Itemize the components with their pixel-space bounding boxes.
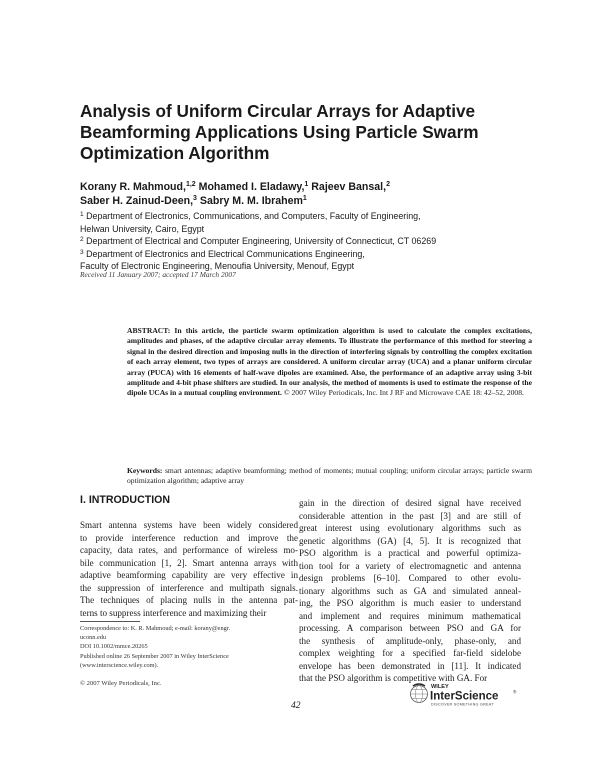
bottom-copyright: © 2007 Wiley Periodicals, Inc. [80,680,162,687]
footnote [80,624,300,670]
text-line: PSO algorithm is a practical and powerful optimiza- [299,548,521,558]
abstract-body: ABSTRACT: In this article, the particle swarm optimization algorithm is used to calculate the complex excitations, amplitudes and phases, of the adaptive circular array elements. To illustrate the performance of this method for steering a signal in the desired direction and imposing nulls in the direction of interfering signals by controlling the complex excitation of each array element, two types of arrays are considered. A uniform circular array (UCA) and a planar uniform circular array (PUCA) with 16 elements of half-wave dipoles are examined. Also, the performance of an adaptive array using 3-bit amplitude and 4-bit phase shifters are studied. In our analysis, the method of moments is used to estimate the response of the dipole UCAs in a mutual coupling environment. [127,326,532,398]
wiley-interscience-logo [410,680,522,708]
left-column [80,519,298,619]
text-line: capacity, data rates, and performance of wireless mo- [80,545,298,555]
text-line: Smart antenna systems have been widely considered [80,520,298,530]
abstract [127,326,532,399]
text-line: design problems [6–10]. Compared to other evolu- [299,573,521,583]
author-affil-mark: 1 [304,181,309,188]
logo-tagline: DISCOVER SOMETHING GREAT [431,702,494,707]
paper-title [80,101,550,164]
affiliation-mark: 2 [80,236,84,244]
author-line [80,180,390,194]
author-list [80,180,390,208]
footnote-divider [80,621,140,622]
affiliations [80,210,540,273]
author-affil-mark: 1,2 [185,181,196,188]
logo-interscience-text: InterScience [430,690,499,703]
logo-registered-mark: ® [513,689,517,695]
affiliation-line [80,248,540,261]
author-name: Mohamed I. Eladawy, [198,181,305,193]
right-column [299,497,521,685]
text-line: that the PSO algorithm is competitive with GA. For [299,673,488,683]
author-name: Sabry M. M. Ibrahem [199,195,303,207]
footnote-line: Correspondence to: K. R. Mahmoud; e-mail: korany@engr. [80,625,231,632]
text-line: considerable attention in the past [3] and are still of [299,510,521,521]
text-line: bile communication [1, 2]. Smart antenna arrays with [80,557,298,568]
author-name: Saber H. Zainud-Deen, [80,195,194,207]
affiliation-line [80,210,540,223]
text-line: the synthesis of amplitude-only, phase-only, and [299,635,521,646]
author-name: Korany R. Mahmoud, [80,181,186,193]
author-name: Rajeev Bansal, [311,181,387,193]
text-line: gain in the direction of desired signal have received [299,498,521,508]
keywords [127,466,532,487]
title-line: Optimization Algorithm [80,143,270,163]
abstract-citation: © 2007 Wiley Periodicals, Inc. Int J RF and Microwave CAE 18: 42–52, 2008. [283,388,524,398]
logo-wiley-text: WILEY [431,684,449,691]
author-affil-mark: 2 [386,181,390,188]
footnote-line: uconn.edu [80,634,107,642]
affiliation-mark: 1 [80,211,84,218]
page-number: 42 [291,701,301,711]
text-line: The techniques of placing nulls in the antenna pat- [80,595,298,605]
footnote-line: DOI 10.1002/mmce.20265 [80,643,148,651]
text-line: envelope has been demonstrated in [11]. It indicated [299,660,521,671]
affiliation-mark: 3 [80,248,84,256]
footnote-line: Published online 26 September 2007 in Wiley InterScience [80,652,229,660]
affiliation-text: Department of Electronics and Electrical Communications Engineering, [86,248,365,259]
author-affil-mark: 3 [193,195,197,202]
section-heading: I. INTRODUCTION [80,494,171,506]
text-line: genetic algorithms (GA) [4, 5]. It is recognized that [299,535,521,546]
text-line: tion tool for a variety of electromagnetic and antenna [299,560,521,571]
text-line: the suppression of interference and multipath signals. [80,582,298,593]
text-line: terns to suppress interference and maximizing their [80,607,267,618]
title-line: Analysis of Uniform Circular Arrays for Adaptive [80,101,476,121]
author-affil-mark: 1 [302,195,307,202]
affiliation-text: Department of Electronics, Communications, and Computers, Faculty of Engineering, [86,211,421,221]
text-line: great interest using evolutionary algorithms such as [299,523,521,533]
affiliation-line: Helwan University, Cairo, Egypt [80,223,205,234]
text-line: complex weighting for a specified far-field sidelobe [299,648,521,658]
text-line: adaptive beamforming capability are very effective in [80,570,298,580]
affiliation-line [80,235,540,248]
affiliation-text: Department of Electrical and Computer Engineering, University of Connecticut, CT 06269 [86,236,437,247]
text-line: and implement and requires minimum mathematical [299,610,521,621]
keywords-text: smart antennas; adaptive beamforming; method of moments; mutual coupling; uniform circular arrays; particle swarm optimization algorithm; adaptive array [127,466,532,486]
text-line: ing, the PSO algorithm is much easier to understand [299,598,521,608]
keywords-label: Keywords: [127,466,163,475]
received-dates: Received 11 January 2007; accepted 17 March 2007 [80,270,236,279]
text-line: processing. A comparison between PSO and GA for [299,623,521,633]
text-line: to provide interference reduction and improve the [80,532,298,543]
affiliation-line: Faculty of Electronic Engineering, Menoufia University, Menouf, Egypt [80,261,355,272]
text-line: tionary algorithms such as GA and simulated anneal- [299,585,521,596]
footnote-line: (www.interscience.wiley.com). [80,661,159,669]
title-line: Beamforming Applications Using Particle Swarm [80,122,479,142]
author-line [80,194,390,208]
